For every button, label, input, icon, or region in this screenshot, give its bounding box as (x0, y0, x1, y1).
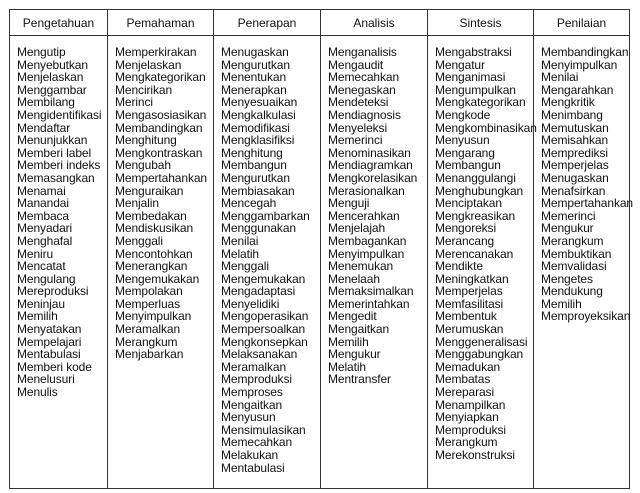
verb-item: Memilih (328, 334, 369, 349)
verb-item: Menampilkan (435, 397, 506, 412)
verb-list (541, 45, 633, 324)
column-header-penilaian: Penilaian (534, 10, 630, 36)
verb-item: Mengaitkan (328, 322, 390, 337)
bloom-taxonomy-verb-table (9, 9, 633, 489)
verb-item: Mencirikan (115, 82, 173, 97)
verb-item: Mengkreasikan (435, 208, 516, 223)
verb-item: Manandai (17, 196, 69, 211)
verb-item: Menelusuri (17, 372, 75, 387)
verb-item: Mencegah (221, 196, 277, 211)
verb-item: Mengkritik (541, 95, 595, 110)
column-cell-pemahaman (108, 36, 214, 489)
verb-item: Menyusun (221, 410, 276, 425)
verb-item: Memberi kode (17, 359, 92, 374)
verb-item: Menugaskan (221, 45, 289, 59)
verb-item: Mengoreksi (435, 221, 497, 236)
verb-item: Menyimpulkan (328, 246, 405, 261)
verb-item: Merasionalkan (328, 183, 405, 198)
verb-item: Membaca (17, 208, 69, 223)
verb-item: Menelaah (328, 271, 380, 286)
verb-item: Mengukur (328, 347, 381, 362)
verb-item: Menghafal (17, 233, 73, 248)
verb-item: Mengubah (115, 158, 171, 173)
verb-item: Menghitung (115, 133, 177, 148)
verb-item: Mencontohkan (115, 246, 193, 261)
column-header-pemahaman: Pemahaman (108, 10, 214, 36)
verb-item: Mensimulasikan (221, 422, 306, 437)
verb-item: Membedakan (115, 208, 187, 223)
verb-item: Mempertahankan (541, 196, 633, 211)
verb-item: Membilang (17, 95, 75, 110)
verb-item: Memprediksi (541, 145, 608, 160)
verb-item: Melakukan (221, 448, 279, 462)
verb-item: Merancang (435, 233, 495, 248)
verb-item: Menggeneralisasi (435, 334, 528, 349)
verb-item: Membatas (435, 372, 491, 387)
verb-item: Mendukung (541, 284, 603, 299)
verb-item: Mentabulasi (17, 347, 81, 362)
verb-item: Mengkalkulasi (221, 107, 296, 122)
verb-item: Merangkum (115, 334, 178, 349)
verb-item: Menafsirkan (541, 183, 606, 198)
verb-item: Menjelaskan (17, 70, 84, 85)
verb-item: Memberi label (17, 145, 92, 160)
verb-item: Mencerahkan (328, 208, 400, 223)
verb-item: Mempertahankan (115, 170, 207, 185)
verb-item: Memberi indeks (17, 158, 101, 173)
verb-list (115, 46, 213, 361)
verb-item: Mengasosiasikan (115, 107, 207, 122)
verb-item: Menganimasi (435, 70, 506, 85)
column-header-sintesis: Sintesis (428, 10, 534, 36)
verb-item: Menguji (328, 196, 370, 211)
verb-item: Meniru (17, 246, 54, 261)
verb-item: Memasangkan (17, 170, 95, 185)
verb-item: Memisahkan (541, 133, 609, 148)
verb-item: Menguraikan (115, 183, 184, 198)
verb-item: Memecahkan (221, 435, 293, 450)
column-cell-penilaian (534, 36, 633, 489)
verb-item: Mengukur (541, 221, 594, 236)
verb-item: Memperjelas (541, 158, 609, 173)
verb-item: Mengurutkan (221, 170, 290, 185)
verb-item: Mengkategorikan (115, 70, 206, 85)
verb-item: Menggunakan (221, 221, 296, 236)
verb-list (221, 46, 320, 474)
verb-item: Memilih (541, 296, 582, 311)
verb-item: Memperkirakan (115, 45, 197, 59)
verb-item: Memerinci (541, 208, 596, 223)
verb-item: Mentabulasi (221, 460, 285, 475)
verb-item: Menjalin (115, 196, 159, 211)
verb-item: Menentukan (221, 70, 287, 85)
verb-item: Menyadari (17, 221, 73, 236)
verb-item: Mempersoalkan (221, 322, 306, 337)
verb-item: Memproses (221, 385, 283, 400)
verb-item: Mengumpulkan (435, 82, 516, 97)
verb-item: Mengadaptasi (221, 284, 296, 299)
verb-item: Mengatur (435, 57, 485, 72)
verb-item: Meramalkan (221, 359, 287, 374)
verb-item: Membiasakan (221, 183, 295, 198)
verb-item: Mendeteksi (328, 95, 389, 110)
verb-item: Menghitung (221, 145, 283, 160)
verb-item: Memproyeksikan (541, 309, 631, 324)
verb-item: Memproduksi (435, 422, 506, 437)
verb-item: Menyeleksi (328, 120, 388, 135)
verb-item: Mengurutkan (221, 57, 290, 72)
verb-item: Menyesuaikan (221, 95, 298, 110)
verb-item: Mengemukakan (221, 271, 306, 286)
verb-item: Mengkorelasikan (328, 170, 418, 185)
verb-item: Membentuk (435, 309, 497, 324)
verb-item: Merangkum (541, 233, 604, 248)
verb-item: Mengabstraksi (435, 45, 512, 59)
verb-item: Menciptakan (435, 196, 502, 211)
verb-item: Memecahkan (328, 70, 400, 85)
verb-item: Meninjau (17, 296, 65, 311)
verb-item: Mengaudit (328, 57, 384, 72)
verb-item: Mengarang (435, 145, 495, 160)
verb-item: Membuktikan (541, 246, 612, 261)
verb-item: Memfasilitasi (435, 296, 504, 311)
verb-item: Memvalidasi (541, 259, 607, 274)
verb-item: Mencatat (17, 259, 66, 274)
verb-item: Menegaskan (328, 82, 396, 97)
verb-item: Menanggulangi (435, 170, 516, 185)
verb-item: Mengidentifikasi (17, 107, 102, 122)
verb-item: Menilai (541, 70, 579, 85)
verb-item: Membagankan (328, 233, 407, 248)
verb-item: Menyebutkan (17, 57, 88, 72)
verb-item: Menyimpulkan (115, 309, 192, 324)
verb-item: Menerangkan (115, 259, 188, 274)
column-cell-pengetahuan (10, 36, 108, 489)
verb-item: Merangkum (435, 435, 498, 450)
column-cell-sintesis (428, 36, 537, 489)
verb-item: Mengutip (17, 45, 66, 59)
verb-item: Menggabungkan (435, 347, 524, 362)
verb-item: Merekonstruksi (435, 448, 515, 462)
verb-item: Mereproduksi (17, 284, 89, 299)
verb-item: Menemukan (328, 259, 394, 274)
verb-item: Melaksanakan (221, 347, 298, 362)
verb-item: Mengklasifiksi (221, 133, 295, 148)
verbs-row (10, 36, 630, 489)
column-header-penerapan: Penerapan (214, 10, 321, 36)
verb-item: Melatih (328, 359, 366, 374)
verb-item: Menerapkan (221, 82, 287, 97)
verb-item: Menulis (17, 385, 58, 400)
verb-item: Memerinci (328, 133, 383, 148)
verb-item: Merumuskan (435, 322, 504, 337)
verb-item: Menyelidiki (221, 296, 280, 311)
verb-item: Membandingkan (115, 120, 203, 135)
verb-item: Mengkombinasikan (435, 120, 537, 135)
verb-item: Menyimpulkan (541, 57, 618, 72)
verb-item: Menyusun (435, 133, 490, 148)
verb-item: Memperjelas (435, 284, 503, 299)
verb-item: Mengkode (435, 107, 491, 122)
verb-item: Mengulang (17, 271, 76, 286)
verb-item: Memaksimalkan (328, 284, 414, 299)
verb-item: Menggambarkan (221, 208, 310, 223)
verb-item: Menjelaskan (115, 57, 182, 72)
verb-item: Menilai (221, 233, 259, 248)
verb-item: Mengaitkan (221, 397, 283, 412)
verb-item: Menugaskan (541, 170, 609, 185)
verb-item: Mengoperasikan (221, 309, 309, 324)
verb-item: Mempolakan (115, 284, 183, 299)
verb-item: Menghubungkan (435, 183, 524, 198)
verb-item: Mendaftar (17, 120, 71, 135)
verb-list (328, 46, 427, 386)
verb-item: Mengedit (328, 309, 377, 324)
verb-item: Meramalkan (115, 322, 181, 337)
verb-item: Merencanakan (435, 246, 514, 261)
verb-list (17, 46, 107, 399)
verb-item: Menggali (221, 259, 269, 274)
verb-item: Menominasikan (328, 145, 411, 160)
verb-item: Mendiskusikan (115, 221, 194, 236)
verb-item: Menggali (115, 233, 163, 248)
verb-item: Memperluas (115, 296, 181, 311)
verb-item: Mempelajari (17, 334, 82, 349)
verb-item: Menunjukkan (17, 133, 88, 148)
verb-item: Memadukan (435, 359, 501, 374)
verb-item: Menyiapkan (435, 410, 499, 425)
column-cell-penerapan (214, 36, 321, 489)
verb-item: Mereparasi (435, 385, 495, 400)
verb-item: Memproduksi (221, 372, 292, 387)
verb-item: Mendiagnosis (328, 107, 401, 122)
verb-item: Mengemukakan (115, 271, 200, 286)
verb-item: Menjelajah (328, 221, 386, 236)
verb-item: Menganalisis (328, 45, 397, 59)
verb-item: Memerintahkan (328, 296, 410, 311)
verb-item: Menjabarkan (115, 347, 184, 362)
verb-item: Mendikte (435, 259, 483, 274)
verb-item: Mengkategorikan (435, 95, 526, 110)
verb-list (435, 45, 537, 462)
verb-item: Memilih (17, 309, 58, 324)
verb-item: Mengarahkan (541, 82, 614, 97)
column-header-analisis: Analisis (321, 10, 428, 36)
verb-item: Memodifikasi (221, 120, 290, 135)
verb-item: Merinci (115, 95, 153, 110)
verb-item: Menamai (17, 183, 66, 198)
column-cell-analisis (321, 36, 428, 489)
verb-item: Menggambar (17, 82, 87, 97)
verb-item: Melatih (221, 246, 259, 261)
verb-item: Membangun (435, 158, 501, 173)
verb-item: Mentransfer (328, 372, 391, 387)
verb-item: Membandingkan (541, 45, 629, 59)
verb-item: Membangun (221, 158, 287, 173)
verb-item: Memutuskan (541, 120, 609, 135)
column-header-pengetahuan: Pengetahuan (10, 10, 108, 36)
verb-item: Mengkontraskan (115, 145, 203, 160)
verb-item: Mendiagramkan (328, 158, 413, 173)
verb-item: Mengkonsepkan (221, 334, 308, 349)
header-row (10, 10, 630, 36)
verb-item: Mengetes (541, 271, 593, 286)
verb-item: Meningkatkan (435, 271, 509, 286)
verb-item: Menyatakan (17, 322, 82, 337)
verb-item: Menimbang (541, 107, 603, 122)
